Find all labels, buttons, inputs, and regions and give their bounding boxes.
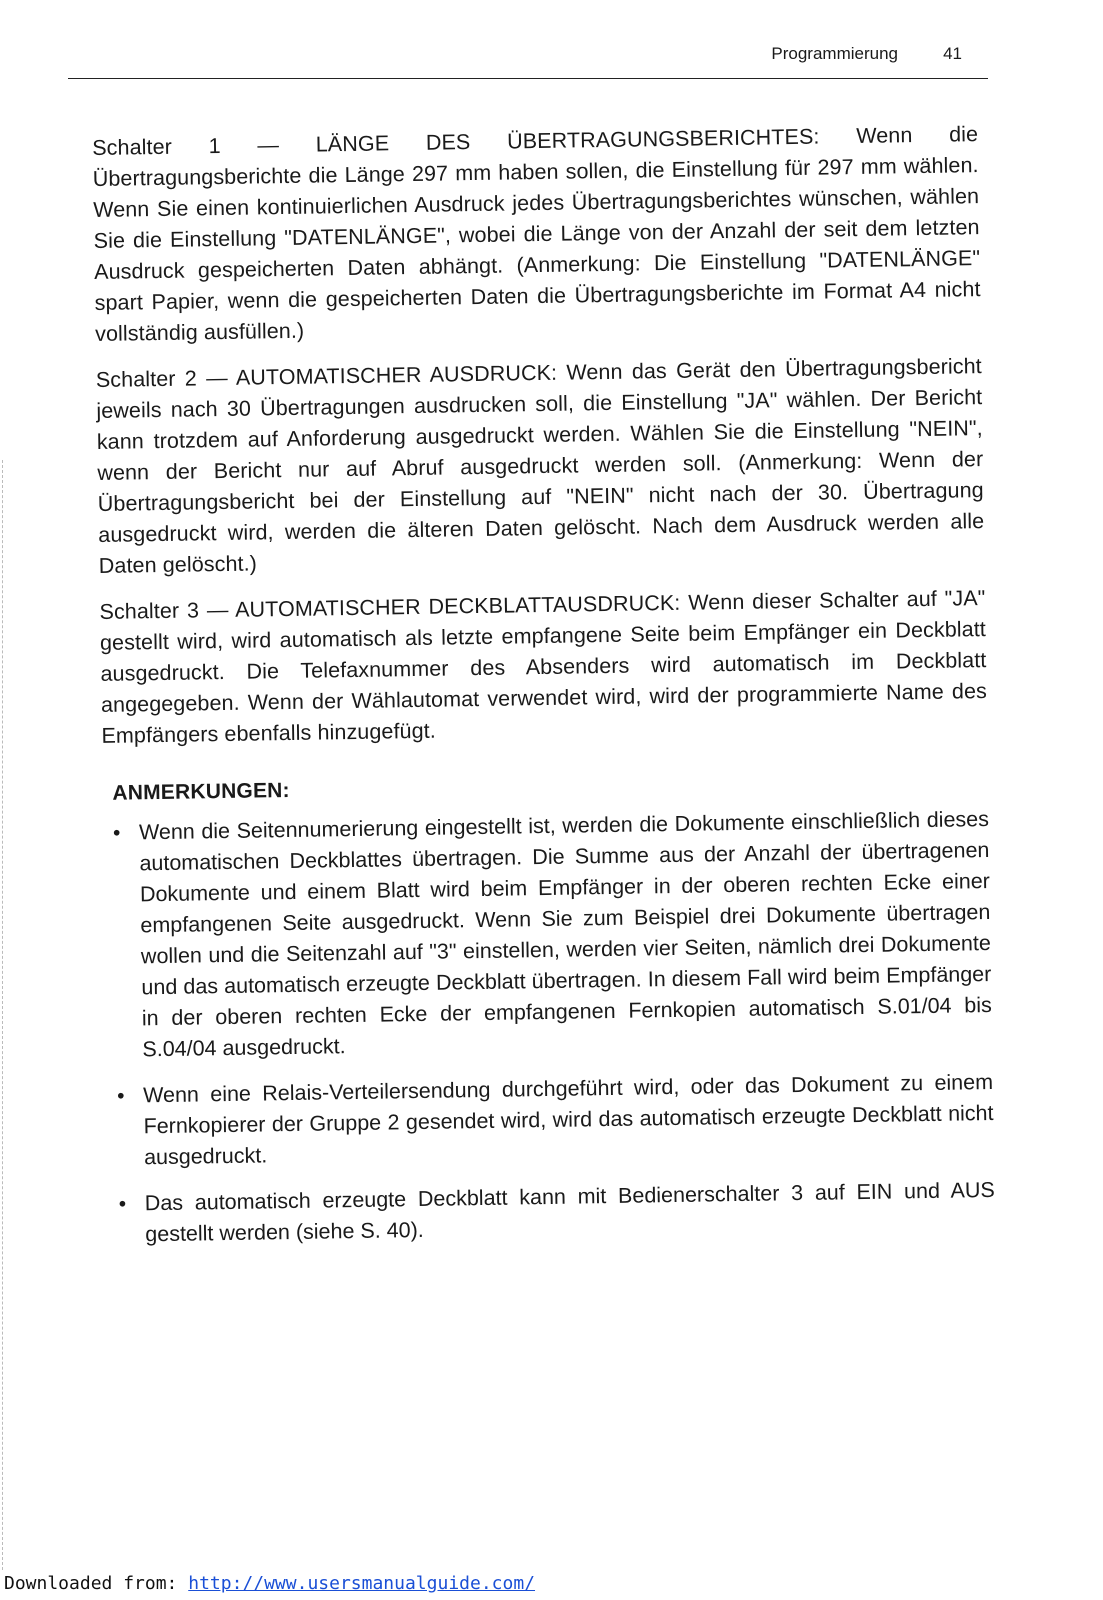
bullet-icon: • (118, 1192, 127, 1216)
note-text: Das automatisch erzeugte Deckblatt kann mit Bedienerschalter 3 auf EIN und AUS gestellt werden (siehe S. 40). (144, 1177, 995, 1247)
bullet-icon: • (116, 1084, 125, 1108)
paragraph-switch-3: Schalter 3 — AUTOMATISCHER DECKBLATTAUSDRUCK: Wenn dieser Schalter auf "JA" gestellt wird, wird automatisch als letzte empfangene Seite beim Empfänger ein Deckblatt ausgedruckt. Die Telefaxnummer des Absenders wird automatisch im Deckblatt angegegeben. Wenn der Wählautomat verwendet wird, wird der programmierte Name des Empfängers ebenfalls hinzugefügt. (99, 586, 988, 748)
page-header (68, 42, 988, 79)
note-item (103, 804, 993, 1066)
paragraph-switch-1: Schalter 1 — LÄNGE DES ÜBERTRAGUNGSBERICHTES: Wenn die Übertragungsberichte die Länge 297 mm haben sollen, die Einstellung für 297 mm wählen. Wenn Sie einen kontinuierlichen Ausdruck jedes Übertragungsberichtes wünschen, wählen Sie die Einstellung "DATENLÄNGE", wobei die Länge von der Anzahl der seit dem letzten Ausdruck gespeicherten Daten abhängt. (Anmerkung: Die Einstellung "DATENLÄNGE" spart Papier, wenn die gespeicherten Daten die Übertragungsberichte im Format A4 nicht vollständig ausfüllen.) (92, 122, 981, 346)
note-text: Wenn die Seitennumerierung eingestellt ist, werden die Dokumente einschließlich dieses automatischen Deckblattes übertragen. Die Summe aus der Anzahl der übertragenen Dokumente und einem Blatt wird beim Empfänger in der oberen rechten Ecke einer empfangenen Seite ausgedruckt. Wenn Sie zum Beispiel drei Dokumente übertragen wollen und die Seitenzahl auf "3" einstellen, werden vier Seiten, nämlich drei Dokumente und das automatisch erzeugte Deckblatt übertragen. In diesem Fall wird beim Empfänger in der oberen rechten Ecke der empfangenen Fernkopien automatisch S.01/04 bis S.04/04 ausgedruckt. (138, 806, 992, 1062)
paragraph-switch-2: Schalter 2 — AUTOMATISCHER AUSDRUCK: Wenn das Gerät den Übertragungsbericht jeweils nach 30 Übertragungen ausdrucken soll, die Einstellung "JA" wählen. Der Bericht kann trotzdem auf Anforderung ausgedruckt werden. Wählen Sie die Einstellung "NEIN", wenn der Bericht nur auf Abruf ausgedruckt werden soll. (Anmerkung: Wenn der Übertragungsbericht bei der Einstellung auf "NEIN" nicht nach der 30. Übertragung ausgedruckt wird, werden die älteren Daten gelöscht. Nach dem Ausdruck werden alle Daten gelöscht.) (95, 354, 985, 578)
page-number: 41 (943, 44, 962, 63)
download-footer (4, 1573, 535, 1594)
source-link[interactable]: http://www.usersmanualguide.com/ (188, 1573, 536, 1594)
bullet-icon: • (112, 821, 121, 845)
notes-list (103, 804, 996, 1251)
scan-margin-marks (2, 460, 11, 1570)
note-item (109, 1175, 996, 1251)
page-body (92, 119, 996, 1266)
notes-heading: ANMERKUNGEN: (112, 778, 290, 805)
footer-label: Downloaded from: (4, 1573, 189, 1594)
header-title: Programmierung (771, 44, 898, 63)
note-text: Wenn eine Relais-Verteilersendung durchgeführt wird, oder das Dokument zu einem Fernkopierer der Gruppe 2 gesendet wird, wird das automatisch erzeugte Deckblatt nicht ausgedruckt. (142, 1069, 994, 1170)
note-item (107, 1067, 994, 1174)
